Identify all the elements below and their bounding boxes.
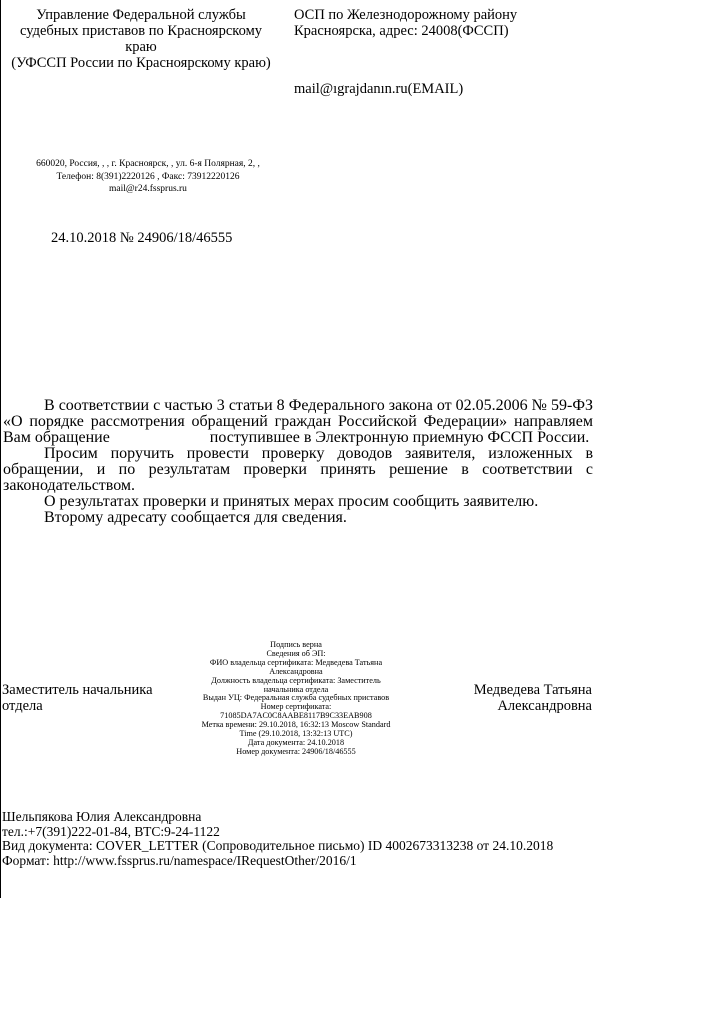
signer-name-line: Медведева Татьяна <box>473 682 592 698</box>
document-format: Формат: http://www.fssprus.ru/namespace/IRequestOther/2016/1 <box>2 852 357 868</box>
document-date-number: 24.10.2018 № 24906/18/46555 <box>51 230 233 246</box>
stamp-line: Выдан УЦ: Федеральная служба судебных приставов <box>202 693 390 703</box>
sender-agency <box>6 7 276 71</box>
stamp-line: Должность владельца сертификата: Заместитель <box>211 675 381 685</box>
position-line: отдела <box>2 698 43 714</box>
stamp-line: Номер сертификата: <box>260 702 332 712</box>
address-line: 660020, Россия, , , г. Красноярск, , ул. 6-я Полярная, 2, , <box>36 159 260 169</box>
signer-name-line: Александровна <box>497 698 592 714</box>
position-line: Заместитель начальника <box>2 682 153 698</box>
address-line: mail@r24.fssprus.ru <box>109 184 187 194</box>
signer-name <box>430 682 592 714</box>
electronic-signature-stamp <box>186 641 406 757</box>
recipient-block <box>294 7 594 39</box>
body-paragraph: Просим поручить провести проверку доводов заявителя, изложенных в обращении, и по результатам проверки принять решение в соответствии с законодательством. <box>3 445 593 494</box>
body-paragraph: О результатах проверки и принятых мерах просим сообщить заявителю. <box>44 493 539 510</box>
document-footer <box>2 810 553 868</box>
executor-phone: тел.:+7(391)222-01-84, ВТС:9-24-1122 <box>2 823 220 839</box>
sender-address <box>14 158 282 196</box>
stamp-line: начальника отдела <box>263 684 329 694</box>
stamp-line: Метка времени: 29.10.2018, 16:32:13 Moscow Standard <box>201 720 391 730</box>
signer-position <box>2 682 153 714</box>
agency-line: краю <box>125 39 157 55</box>
stamp-line: Сведения об ЭП: <box>266 648 326 658</box>
stamp-line: Александровна <box>269 666 323 676</box>
stamp-line: 71085DA7AC0C8AABE8117B9C33EAB908 <box>220 711 372 721</box>
address-line: Телефон: 8(391)2220126 , Факс: 73912220126 <box>56 171 240 182</box>
executor-name: Шельпякова Юлия Александровна <box>2 809 202 824</box>
agency-line: Управление Федеральной службы <box>36 7 246 23</box>
left-margin-line <box>0 0 1 898</box>
stamp-line: Номер документа: 24906/18/46555 <box>236 746 356 756</box>
agency-line: (УФССП России по Красноярскому краю) <box>11 55 271 71</box>
recipient-email: mail@ıgrajdanın.ru(EMAIL) <box>294 81 464 97</box>
document-type: Вид документа: COVER_LETTER (Сопроводительное письмо) ID 4002673313238 от 24.10.2018 <box>2 838 554 854</box>
body-paragraph: В соответствии с частью 3 статьи 8 Федерального закона от 02.05.2006 № 59-ФЗ «О порядке рассмотрения обращений граждан Российской Федерации» направляем Вам обращение поступившее в Электронную приемную ФССП России. <box>3 397 597 446</box>
recipient-line: ОСП по Железнодорожному району <box>294 7 518 23</box>
body-paragraph: Второму адресату сообщается для сведения. <box>44 509 347 526</box>
agency-line: судебных приставов по Красноярскому <box>20 23 262 39</box>
letter-body <box>3 397 597 526</box>
stamp-line: ФИО владельца сертификата: Медведева Татьяна <box>209 657 383 667</box>
stamp-line: Time (29.10.2018, 13:32:13 UTC) <box>239 729 353 739</box>
stamp-line: Дата документа: 24.10.2018 <box>247 737 345 747</box>
stamp-line: Подпись верна <box>270 640 322 649</box>
recipient-line: Красноярска, адрес: 24008(ФССП) <box>294 23 509 39</box>
